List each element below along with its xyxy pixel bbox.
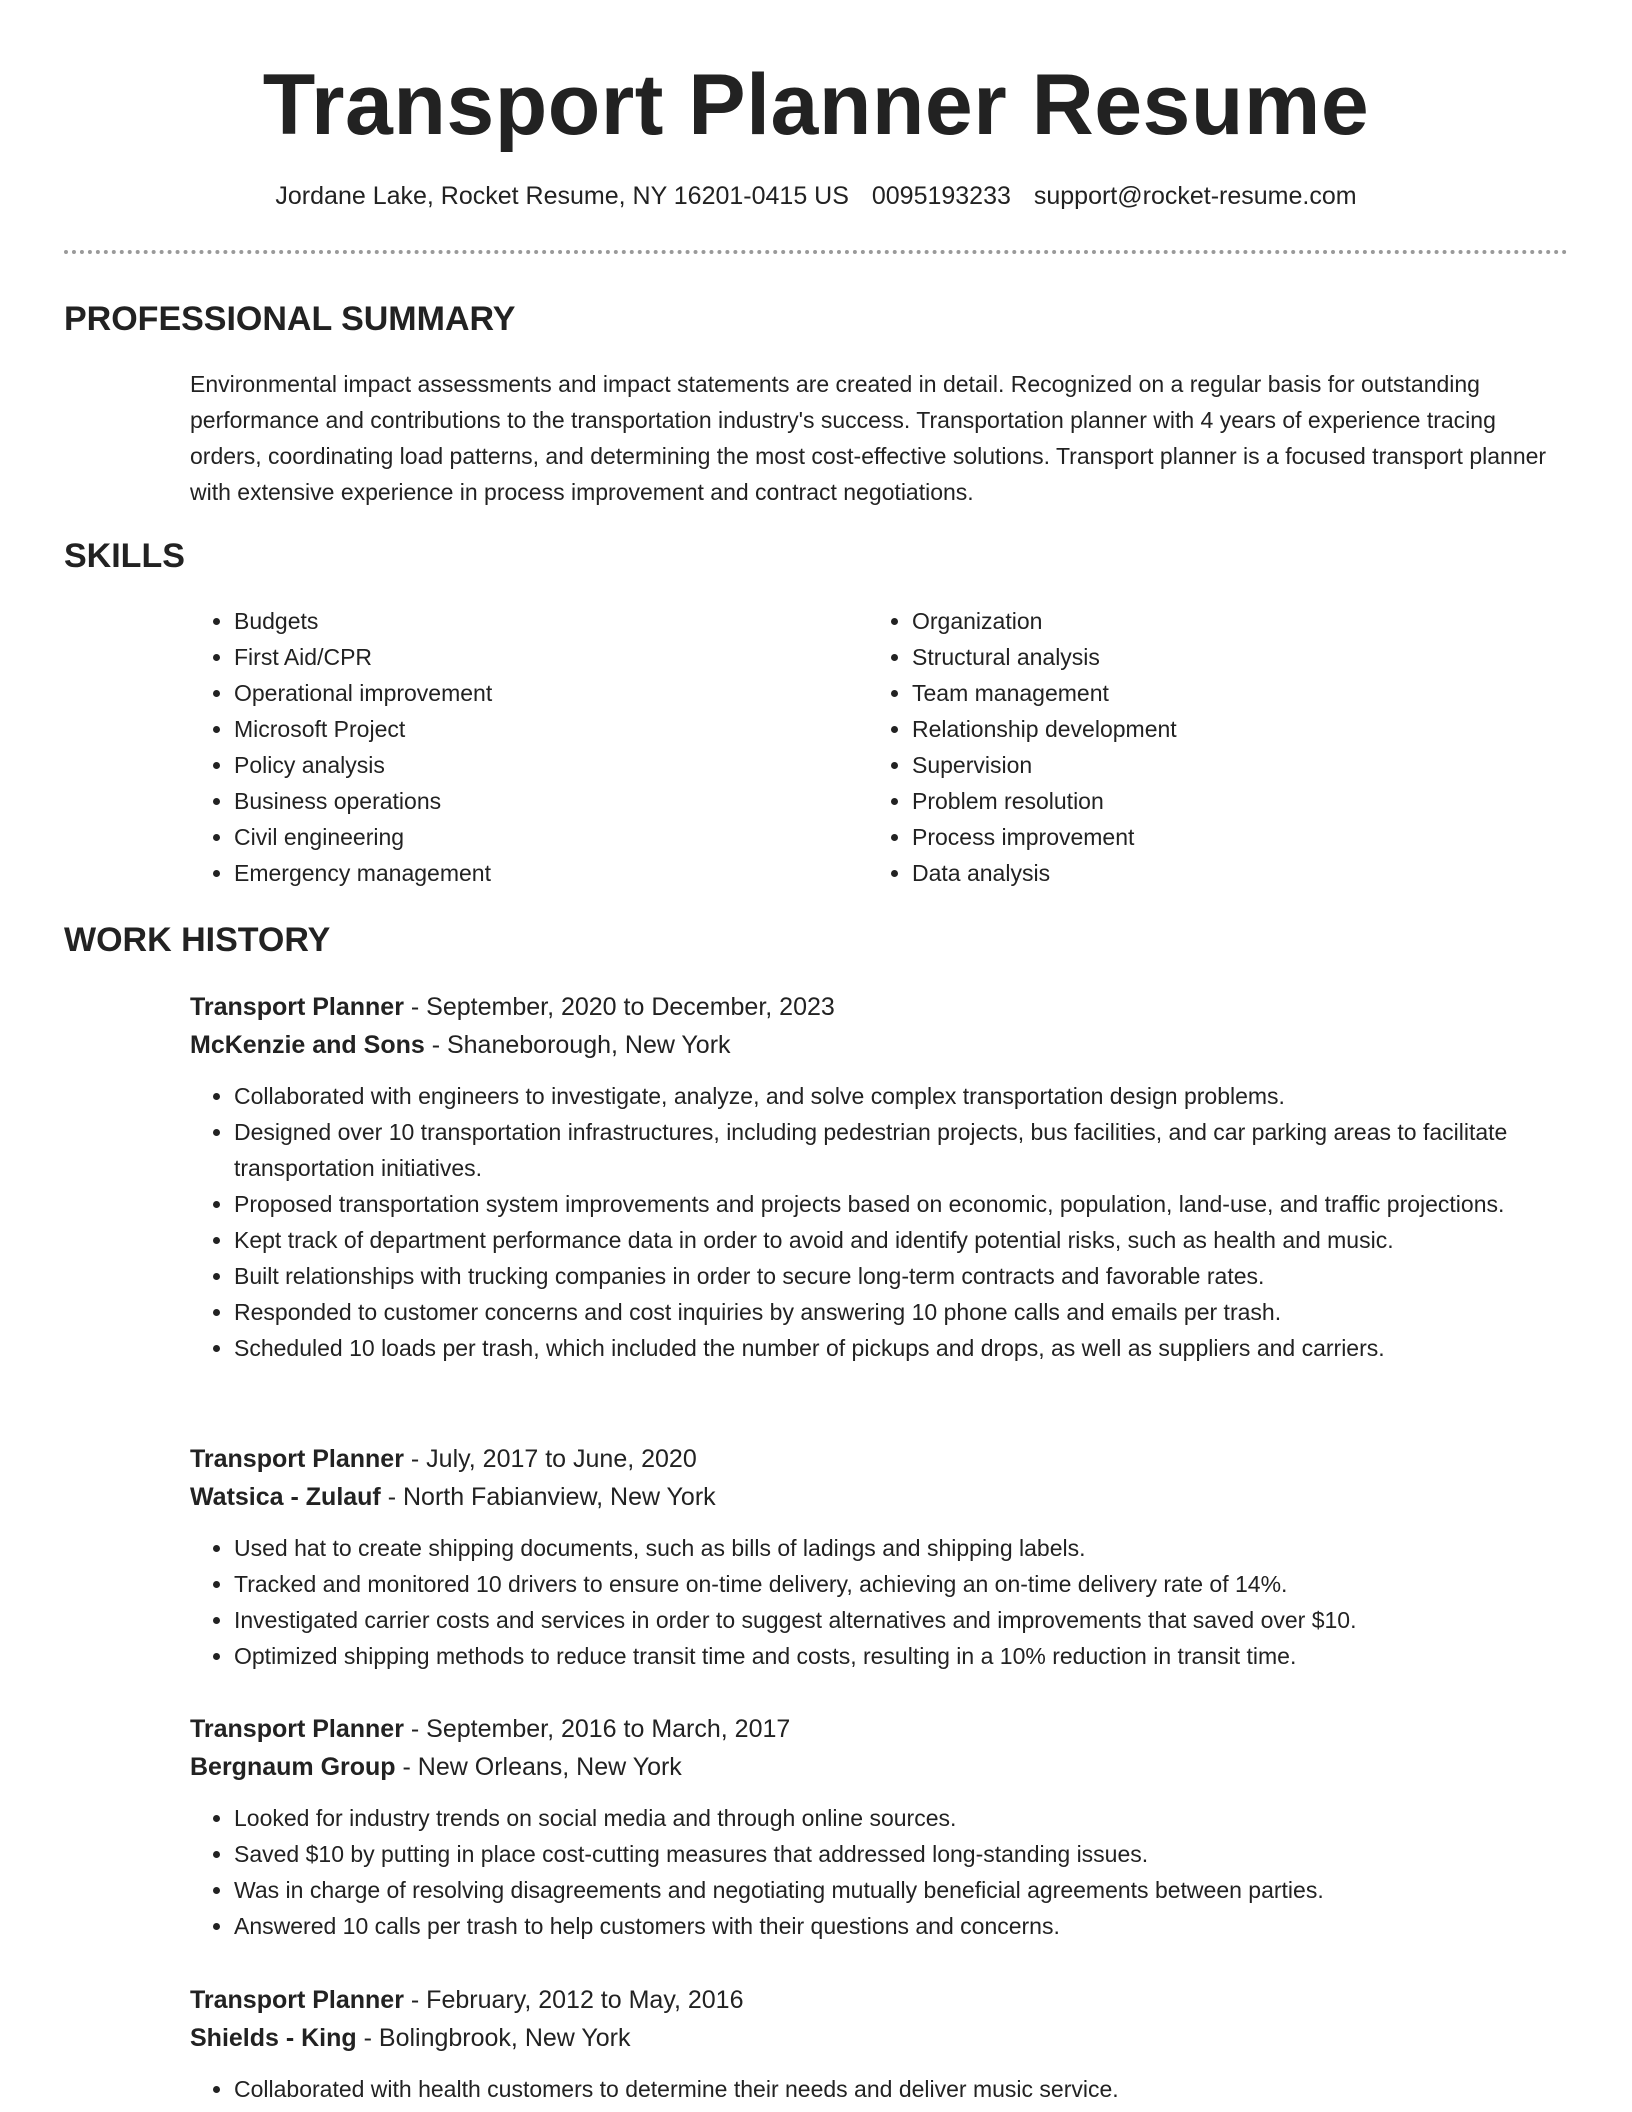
skill-item: • Organization <box>912 603 1177 639</box>
skills-list-left <box>190 603 492 891</box>
job-dates: - September, 2016 to March, 2017 <box>403 1715 791 1743</box>
skill-item: • Relationship development <box>912 711 1177 747</box>
job-bullets <box>190 1530 1570 1674</box>
header-divider <box>64 250 1568 254</box>
skills-heading: SKILLS <box>64 537 185 575</box>
job-bullet: • Scheduled 10 loads per trash, which included the number of pickups and drops, as well as suppliers and carriers. <box>234 1330 1570 1366</box>
job-entry <box>190 988 1570 1366</box>
job-bullet: • Investigated carrier costs and services in order to suggest alternatives and improvements that saved over $10. <box>234 1602 1570 1638</box>
job-bullet: • Collaborated with health customers to determine their needs and deliver music service. <box>234 2071 1570 2107</box>
job-dates: - September, 2020 to December, 2023 <box>403 993 835 1021</box>
job-bullet: • Kept track of department performance data in order to avoid and identify potential risks, such as health and music. <box>234 1222 1570 1258</box>
skill-item: • Data analysis <box>912 855 1177 891</box>
skill-item: • Operational improvement <box>234 675 492 711</box>
job-bullet: • Tracked and monitored 10 drivers to ensure on-time delivery, achieving an on-time delivery rate of 14%. <box>234 1566 1570 1602</box>
job-bullet: • Used hat to create shipping documents, such as bills of ladings and shipping labels. <box>234 1530 1570 1566</box>
skill-item: • Team management <box>912 675 1177 711</box>
skill-item: • Policy analysis <box>234 747 492 783</box>
job-bullet: • Proposed transportation system improvements and projects based on economic, population, land-use, and traffic projections. <box>234 1186 1570 1222</box>
job-bullets <box>190 1800 1570 1944</box>
job-bullets <box>190 1078 1570 1366</box>
job-company: Watsica - Zulauf <box>190 1483 381 1511</box>
resume-title: Transport Planner Resume <box>262 57 1370 153</box>
job-company: Bergnaum Group <box>190 1753 396 1781</box>
job-title-line <box>190 1981 1570 2019</box>
job-bullets <box>190 2071 1570 2107</box>
job-title-line <box>190 1710 1570 1748</box>
skill-item: • Structural analysis <box>912 639 1177 675</box>
skill-item: • Budgets <box>234 603 492 639</box>
skill-item: • Process improvement <box>912 819 1177 855</box>
job-dates: - July, 2017 to June, 2020 <box>403 1445 697 1473</box>
job-location: - Shaneborough, New York <box>424 1031 731 1059</box>
job-company-line <box>190 1748 1570 1786</box>
job-company-line <box>190 2019 1570 2057</box>
skill-item: • Civil engineering <box>234 819 492 855</box>
job-title: Transport Planner <box>190 993 404 1021</box>
job-company: McKenzie and Sons <box>190 1031 425 1059</box>
skill-item: • Microsoft Project <box>234 711 492 747</box>
job-bullet: • Answered 10 calls per trash to help customers with their questions and concerns. <box>234 1908 1570 1944</box>
contact-email[interactable]: support@rocket-resume.com <box>1033 182 1357 210</box>
job-title-line <box>190 1440 1570 1478</box>
job-bullet: • Looked for industry trends on social media and through online sources. <box>234 1800 1570 1836</box>
job-company: Shields - King <box>190 2024 357 2052</box>
job-title: Transport Planner <box>190 1715 404 1743</box>
job-location: - North Fabianview, New York <box>380 1483 716 1511</box>
skill-item: • Problem resolution <box>912 783 1177 819</box>
job-bullet: • Built relationships with trucking companies in order to secure long-term contracts and favorable rates. <box>234 1258 1570 1294</box>
job-bullet: • Collaborated with engineers to investigate, analyze, and solve complex transportation design problems. <box>234 1078 1570 1114</box>
contact-line <box>0 182 1632 211</box>
skill-item: • Supervision <box>912 747 1177 783</box>
job-entry <box>190 1981 1570 2107</box>
job-title: Transport Planner <box>190 1445 404 1473</box>
contact-address: Jordane Lake, Rocket Resume, NY 16201-0415 US <box>275 182 849 210</box>
job-company-line <box>190 1478 1570 1516</box>
job-location: - New Orleans, New York <box>395 1753 682 1781</box>
job-bullet: • Responded to customer concerns and cost inquiries by answering 10 phone calls and emails per trash. <box>234 1294 1570 1330</box>
work-heading: WORK HISTORY <box>64 921 331 959</box>
job-location: - Bolingbrook, New York <box>356 2024 631 2052</box>
skills-list-right <box>868 603 1177 891</box>
skill-item: • Business operations <box>234 783 492 819</box>
job-entry <box>190 1440 1570 1674</box>
job-entry <box>190 1710 1570 1944</box>
job-title-line <box>190 988 1570 1026</box>
job-dates: - February, 2012 to May, 2016 <box>403 1986 744 2014</box>
summary-text: Environmental impact assessments and impact statements are created in detail. Recognized on a regular basis for outstanding performance and contributions to the transportation industry's success. Transportation planner with 4 years of experience tracing orders, coordinating load patterns, and determining the most cost-effective solutions. Transport planner is a focused transport planner with extensive experience in process improvement and contract negotiations. <box>190 371 1547 505</box>
job-title: Transport Planner <box>190 1986 404 2014</box>
job-bullet: • Designed over 10 transportation infrastructures, including pedestrian projects, bus facilities, and car parking areas to facilitate transportation initiatives. <box>234 1114 1570 1186</box>
job-bullet: • Optimized shipping methods to reduce transit time and costs, resulting in a 10% reduction in transit time. <box>234 1638 1570 1674</box>
job-bullet: • Was in charge of resolving disagreements and negotiating mutually beneficial agreements between parties. <box>234 1872 1570 1908</box>
skill-item: • Emergency management <box>234 855 492 891</box>
contact-phone[interactable]: 0095193233 <box>871 182 1011 210</box>
job-company-line <box>190 1026 1570 1064</box>
summary-heading: PROFESSIONAL SUMMARY <box>64 300 516 338</box>
skill-item: • First Aid/CPR <box>234 639 492 675</box>
job-bullet: • Saved $10 by putting in place cost-cutting measures that addressed long-standing issues. <box>234 1836 1570 1872</box>
